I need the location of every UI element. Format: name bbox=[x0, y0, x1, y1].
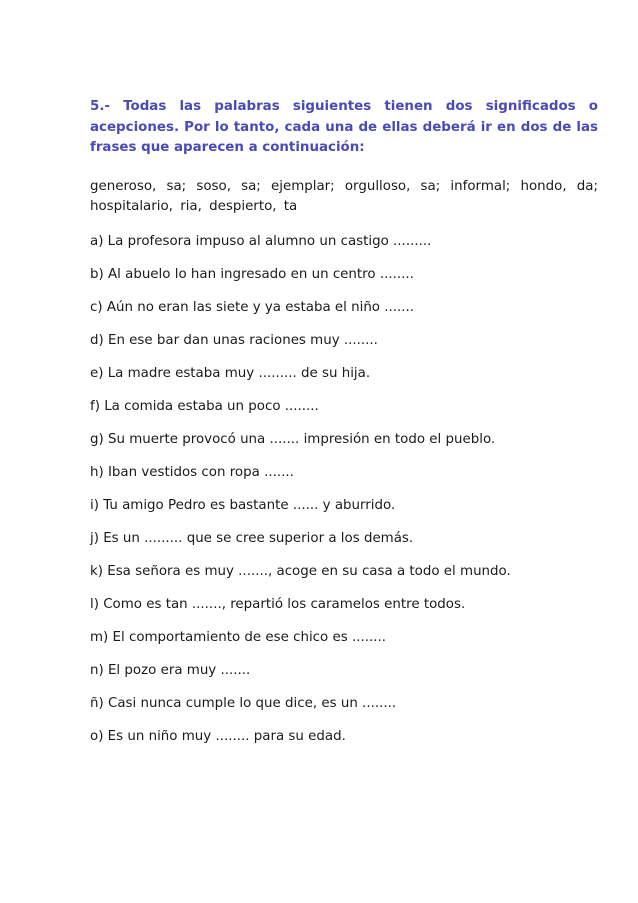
word-list: generoso, sa; soso, sa; ejemplar; orgulloso, sa; informal; hondo, da; hospitalario, ria, despierto, ta bbox=[90, 178, 598, 214]
sentence-d: d) En ese bar dan unas raciones muy ........ bbox=[90, 332, 378, 348]
sentence-k: k) Esa señora es muy ......., acoge en su casa a todo el mundo. bbox=[90, 563, 511, 579]
sentence-f: f) La comida estaba un poco ........ bbox=[90, 398, 319, 414]
sentence-enye: ñ) Casi nunca cumple lo que dice, es un ........ bbox=[90, 695, 397, 711]
sentence-a: a) La profesora impuso al alumno un castigo ......... bbox=[90, 233, 432, 249]
sentence-c: c) Aún no eran las siete y ya estaba el niño ....... bbox=[90, 299, 415, 315]
sentence-e: e) La madre estaba muy ......... de su hija. bbox=[90, 365, 371, 381]
sentence-j: j) Es un ......... que se cree superior a los demás. bbox=[90, 530, 414, 546]
sentence-h: h) Iban vestidos con ropa ....... bbox=[90, 464, 294, 480]
sentence-m: m) El comportamiento de ese chico es ........ bbox=[90, 629, 387, 645]
sentence-i: i) Tu amigo Pedro es bastante ...... y aburrido. bbox=[90, 497, 396, 513]
sentence-o: o) Es un niño muy ........ para su edad. bbox=[90, 728, 346, 744]
exercise-content bbox=[90, 97, 598, 760]
sentence-g: g) Su muerte provocó una ....... impresión en todo el pueblo. bbox=[90, 431, 496, 447]
sentence-l: l) Como es tan ......., repartió los caramelos entre todos. bbox=[90, 596, 466, 612]
sentence-b: b) Al abuelo lo han ingresado en un centro ........ bbox=[90, 266, 414, 282]
exercise-heading: 5.- Todas las palabras siguientes tienen dos significados o acepciones. Por lo tanto, cada una de ellas deberá ir en dos de las frases que aparecen a continuación: bbox=[90, 99, 598, 155]
sentence-n: n) El pozo era muy ....... bbox=[90, 662, 251, 678]
sentence-list bbox=[90, 232, 598, 747]
